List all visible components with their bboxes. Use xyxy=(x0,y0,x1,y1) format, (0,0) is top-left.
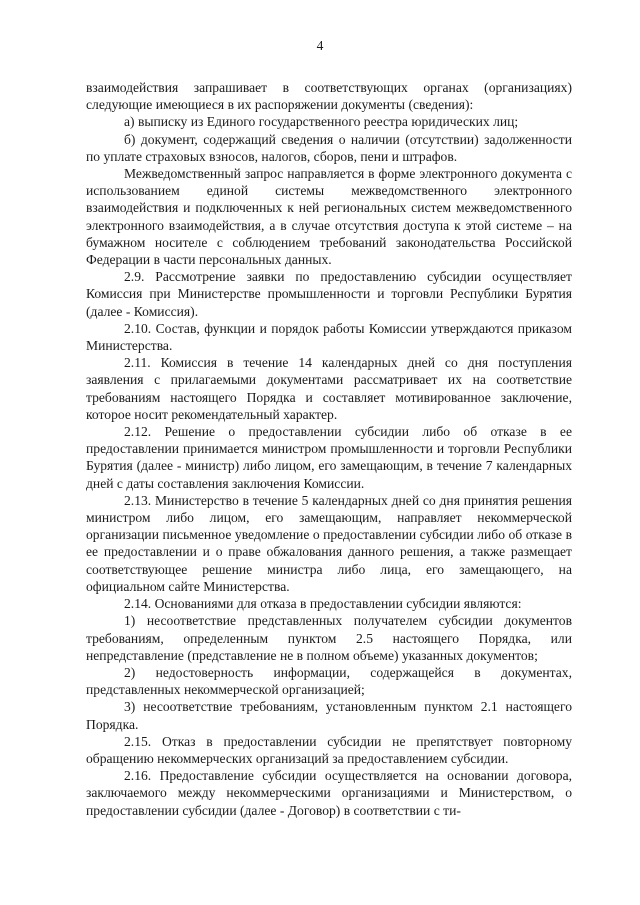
paragraph: 2) недостоверность информации, содержащейся в документах, представленных некоммерческой организацией; xyxy=(86,664,572,698)
paragraph: а) выписку из Единого государственного реестра юридических лиц; xyxy=(124,114,519,130)
paragraph: 2.11. Комиссия в течение 14 календарных дней со дня поступления заявления с прилагаемыми документами рассматривает их на соответствие требованиям настоящего Порядка и составляет мотивированное заключение, которое носит рекомендательный характер. xyxy=(86,355,572,422)
paragraph: 2.16. Предоставление субсидии осуществляется на основании договора, заключаемого между некоммерческими организациями и Министерством, о предоставлении субсидии (далее - Договор) в соответствии с ти- xyxy=(86,768,572,818)
paragraph: 2.14. Основаниями для отказа в предоставлении субсидии являются: xyxy=(124,596,522,612)
paragraph: 3) несоответствие требованиям, установленным пунктом 2.1 настоящего Порядка. xyxy=(86,699,572,732)
paragraph: 2.15. Отказ в предоставлении субсидии не препятствует повторному обращению некоммерческих организаций за предоставлением субсидии. xyxy=(86,733,572,766)
paragraph: 2.13. Министерство в течение 5 календарных дней со дня принятия решения министром либо лицом, его замещающим, направляет некоммерческой организации письменное уведомление о предоставлении субсидии либо об отказе в ее предоставлении и о праве обжалования данного решения, а также размещает соответствующее решение министра либо лица, его замещающего, на официальном сайте Министерства. xyxy=(86,492,572,594)
paragraph: б) документ, содержащий сведения о наличии (отсутствии) задолженности по уплате страховых взносов, налогов, сборов, пени и штрафов. xyxy=(86,131,572,164)
paragraph: 2.12. Решение о предоставлении субсидии либо об отказе в ее предоставлении принимается министром промышленности и торговли Республики Бурятия (далее - министр) либо лицом, его замещающим, в течение 7 календарных дней с даты составления заключения Комиссии. xyxy=(86,424,572,491)
paragraph: 1) несоответствие представленных получателем субсидии документов требованиям, определенным пунктом 2.5 настоящего Порядка, или непредставление (представление не в полном объеме) указанных документов; xyxy=(86,613,572,663)
paragraph: 2.10. Состав, функции и порядок работы Комиссии утверждаются приказом Министерства. xyxy=(86,320,572,354)
document-body xyxy=(86,79,572,819)
paragraph: взаимодействия запрашивает в соответствующих органах (организациях) следующие имеющиеся в их распоряжении документы (сведения): xyxy=(86,80,572,113)
page-number: 4 xyxy=(316,38,324,53)
paragraph: 2.9. Рассмотрение заявки по предоставлению субсидии осуществляет Комиссия при Министерстве промышленности и торговли Республики Бурятия (далее - Комиссия). xyxy=(86,269,572,319)
paragraph: Межведомственный запрос направляется в форме электронного документа с использованием единой системы межведомственного электронного взаимодействия и подключенных к ней региональных систем межведомственного электронного взаимодействия, а в случае отсутствия доступа к этой системе – на бумажном носителе с соблюдением требований законодательства Российской Федерации в части персональных данных. xyxy=(86,166,572,268)
